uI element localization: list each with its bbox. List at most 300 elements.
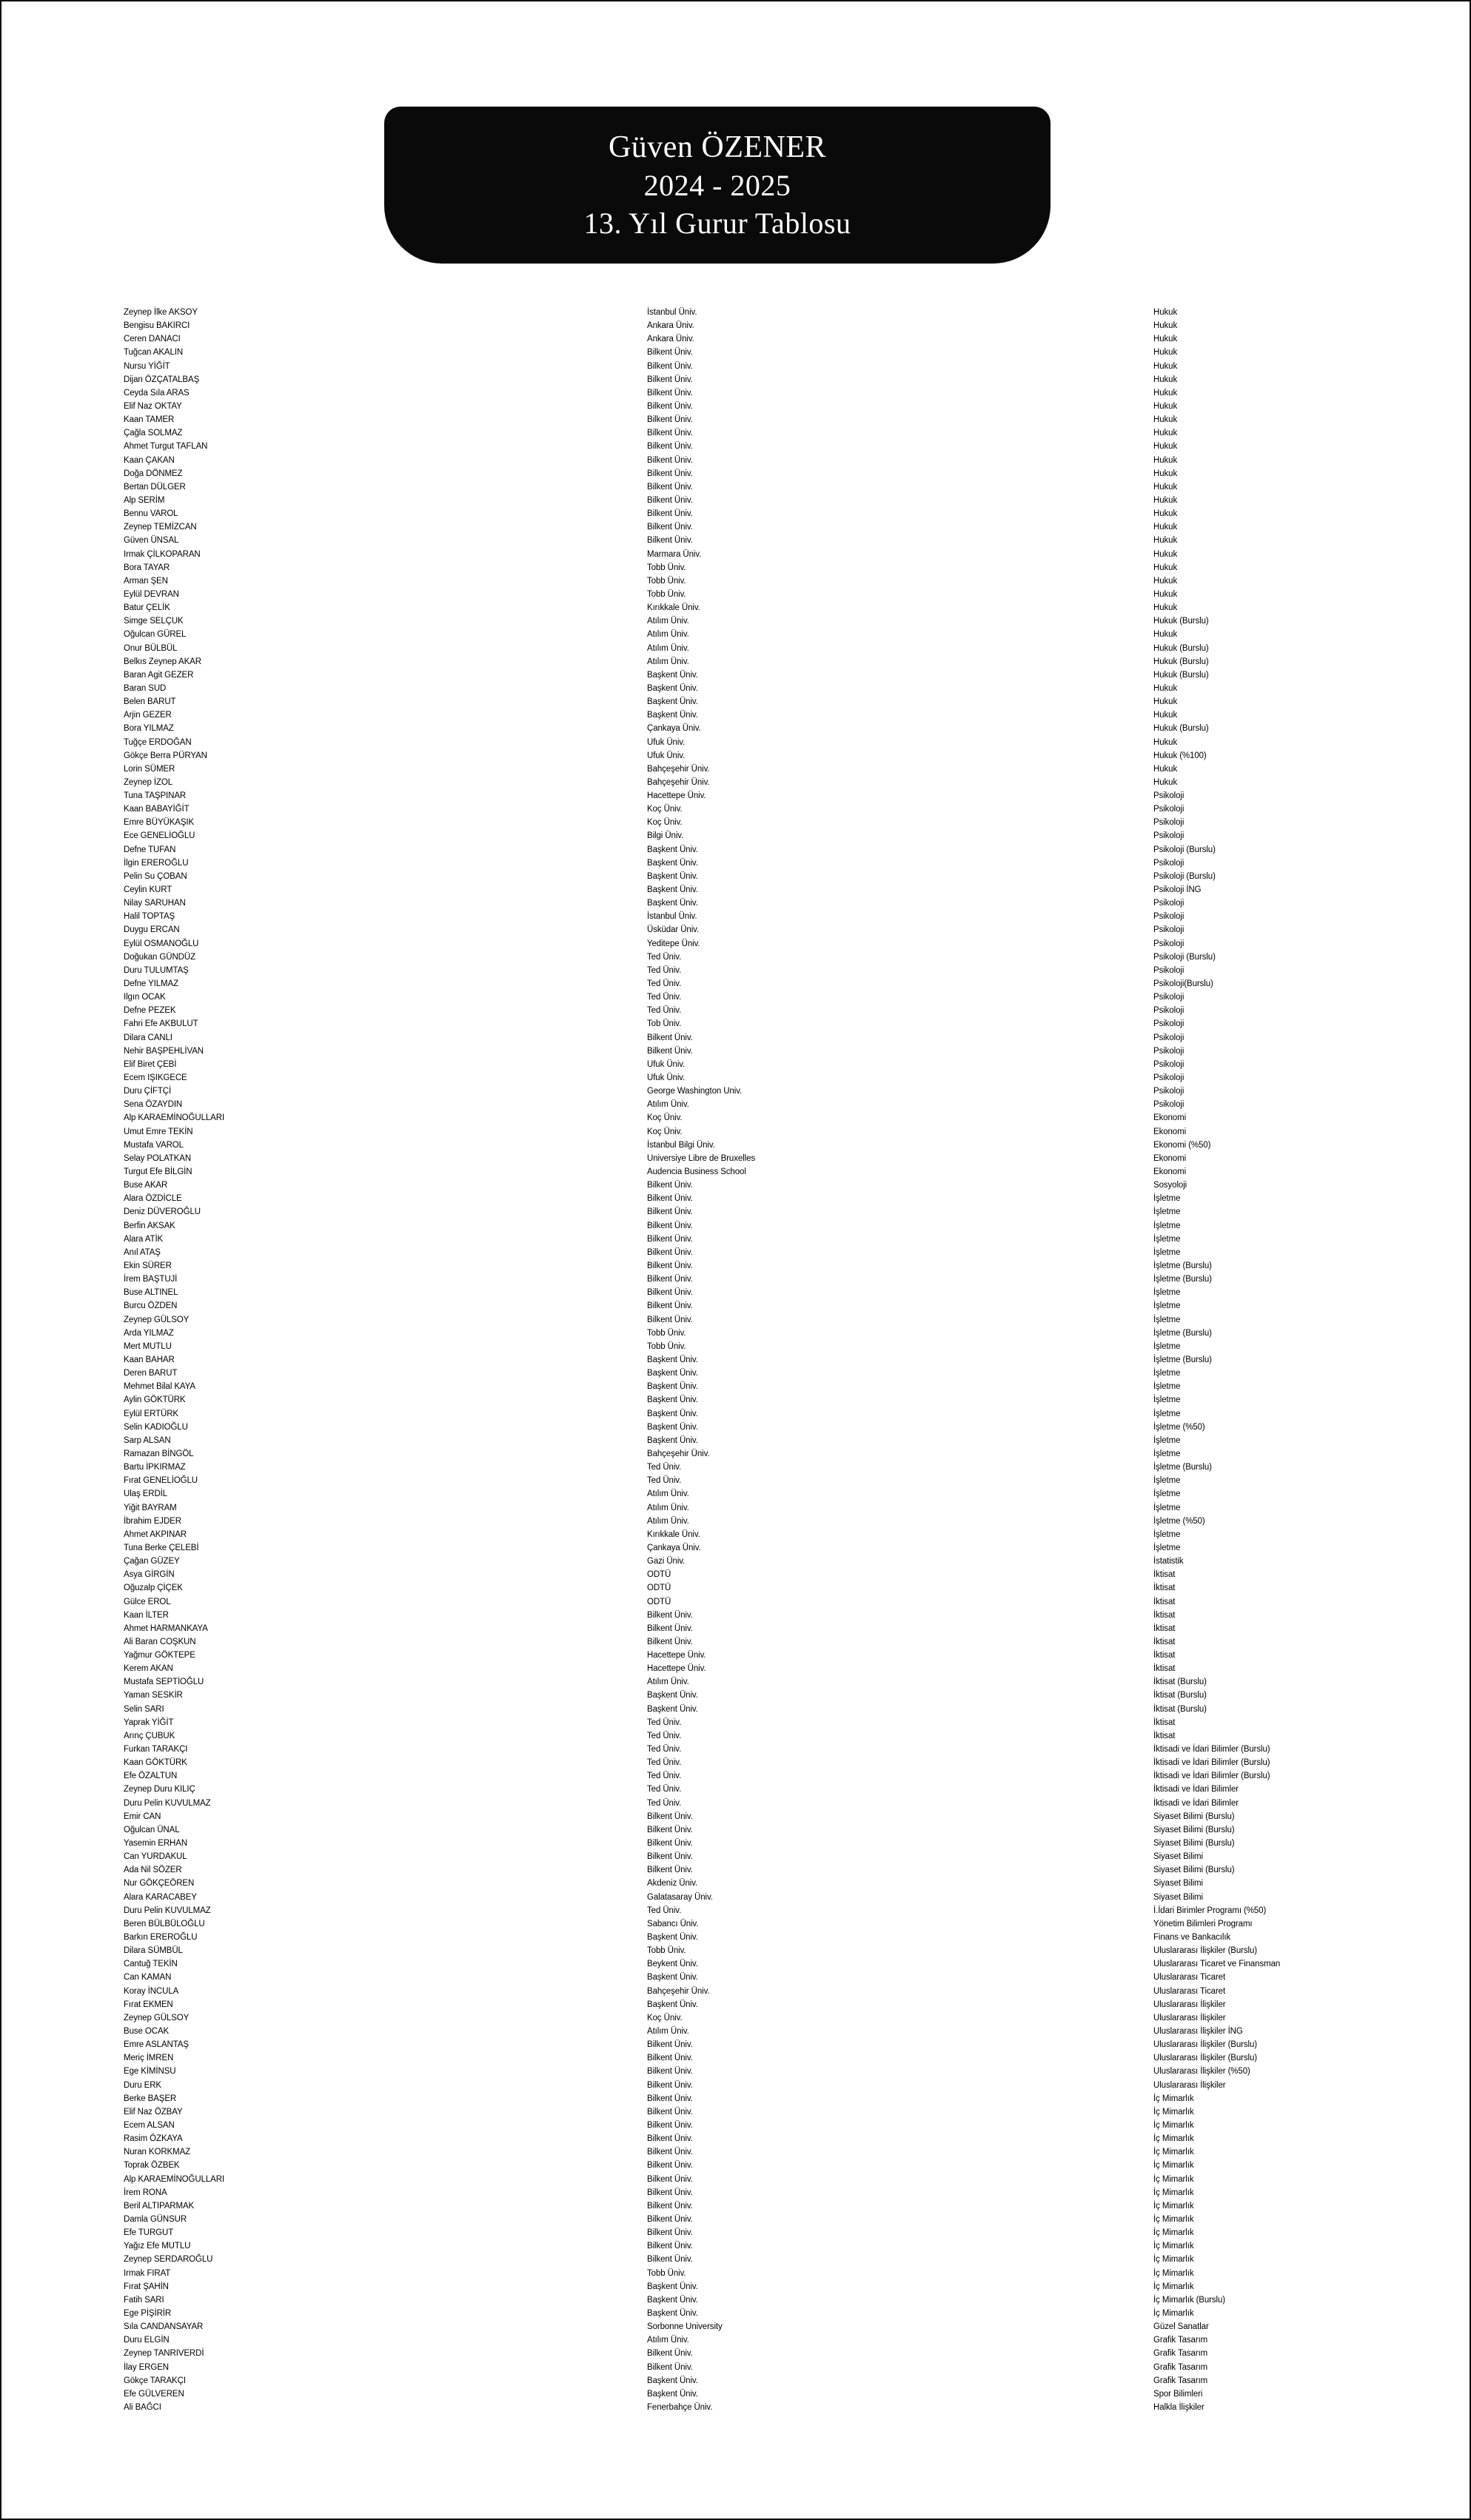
table-row (1, 1971, 1470, 1984)
table-row (1, 1555, 1470, 1568)
university-name: Başkent Üniv. (647, 1704, 698, 1714)
table-row (1, 1998, 1470, 2011)
table-row (1, 749, 1470, 763)
department-name: Hukuk (Burslu) (1153, 657, 1209, 666)
university-name: Bilkent Üniv. (647, 2201, 693, 2211)
university-name: Bahçeşehir Üniv. (647, 1449, 710, 1458)
table-row (1, 1421, 1470, 1434)
university-name: Koç Üniv. (647, 805, 683, 814)
department-name: Hukuk (1153, 536, 1178, 546)
department-name: İç Mimarlık (1153, 2255, 1194, 2265)
student-name: Irmak FIRAT (124, 2268, 171, 2278)
table-row (1, 454, 1470, 467)
university-name: Sabancı Üniv. (647, 1919, 699, 1928)
table-row (1, 1703, 1470, 1716)
department-name: Psikoloji (1153, 1019, 1184, 1029)
table-row (1, 614, 1470, 628)
department-name: İşletme (1153, 1395, 1181, 1405)
university-name: Hacettepe Üniv. (647, 791, 706, 801)
university-name: Bilkent Üniv. (647, 1866, 693, 1875)
university-name: Universiye Libre de Bruxelles (647, 1153, 756, 1163)
table-row (1, 1931, 1470, 1944)
table-row (1, 1139, 1470, 1152)
department-name: Hukuk (1153, 361, 1178, 371)
student-name: Bennu VAROL (124, 509, 178, 519)
student-name: Dilara SÜMBÜL (124, 1946, 183, 1956)
table-row (1, 2226, 1470, 2239)
department-name: Hukuk (1153, 469, 1178, 478)
table-row (1, 2199, 1470, 2213)
student-name: Beren BÜLBÜLOĞLU (124, 1919, 205, 1928)
department-name: Psikoloji (1153, 993, 1184, 1002)
table-row (1, 1327, 1470, 1340)
student-name: Belen BARUT (124, 697, 176, 707)
table-row (1, 1246, 1470, 1259)
department-name: Psikoloji İNG (1153, 885, 1202, 895)
student-name: Meriç İMREN (124, 2054, 174, 2063)
university-name: Atılım Üniv. (647, 1516, 689, 1526)
table-row (1, 1179, 1470, 1192)
department-name: İktisat (1153, 1584, 1176, 1593)
student-name: Halil TOPTAŞ (124, 912, 175, 922)
table-row (1, 2307, 1470, 2320)
table-row (1, 1192, 1470, 1205)
university-name: Bilkent Üniv. (647, 1637, 693, 1646)
student-name: Beril ALTIPARMAK (124, 2201, 195, 2211)
department-name: Psikoloji (1153, 899, 1184, 908)
department-name: Uluslararası İlişkiler (Burslu) (1153, 2040, 1258, 2050)
department-name: Hukuk (Burslu) (1153, 724, 1209, 734)
department-name: İşletme (1153, 1449, 1181, 1458)
student-name: Duru TULUMTAŞ (124, 965, 189, 975)
table-row (1, 1259, 1470, 1273)
student-name: Ahmet AKPINAR (124, 1529, 187, 1539)
department-name: Ekonomi (1153, 1167, 1187, 1176)
department-name: Uluslararası Ticaret (1153, 1986, 1226, 1996)
department-name: Psikoloji (1153, 818, 1184, 828)
department-name: İç Mimarlık (1153, 2214, 1194, 2224)
department-name: Psikoloji (1153, 1006, 1184, 1016)
student-name: Mustafa VAROL (124, 1140, 184, 1150)
department-name: Psikoloji (1153, 1073, 1184, 1083)
student-name: Elif Naz ÖZBAY (124, 2107, 183, 2117)
university-name: ODTÜ (647, 1597, 671, 1606)
table-row (1, 1675, 1470, 1689)
university-name: Bahçeşehir Üniv. (647, 1986, 710, 1996)
table-row (1, 534, 1470, 547)
university-name: Atılım Üniv. (647, 630, 689, 640)
university-name: Başkent Üniv. (647, 2000, 698, 2009)
student-name: Kaan ÇAKAN (124, 455, 175, 465)
table-row (1, 1823, 1470, 1837)
university-name: Bilkent Üniv. (647, 1261, 693, 1270)
university-name: Tobb Üniv. (647, 563, 686, 572)
department-name: Spor Bilimleri (1153, 2389, 1203, 2399)
table-row (1, 1595, 1470, 1609)
department-name: Hukuk (1153, 737, 1178, 747)
table-row (1, 829, 1470, 842)
student-name: Irmak ÇİLKOPARAN (124, 549, 201, 559)
department-name: İktisat (1153, 1664, 1176, 1674)
table-row (1, 1863, 1470, 1877)
university-name: Bilkent Üniv. (647, 2148, 693, 2157)
department-name: İşletme (Burslu) (1153, 1463, 1212, 1472)
table-row (1, 588, 1470, 601)
student-name: Ceyda Sıla ARAS (124, 388, 190, 398)
university-name: İstanbul Üniv. (647, 912, 697, 922)
university-name: Ted Üniv. (647, 1906, 682, 1915)
department-name: Siyaset Bilimi (Burslu) (1153, 1839, 1235, 1849)
department-name: İktisat (1153, 1651, 1176, 1661)
university-name: Kırıkkale Üniv. (647, 603, 700, 613)
department-name: Uluslararası Ticaret ve Finansman (1153, 1960, 1281, 1969)
table-row (1, 2333, 1470, 2347)
department-name: Uluslararası Ticaret (1153, 1973, 1226, 1983)
university-name: Başkent Üniv. (647, 1355, 698, 1364)
student-name: Simge SELÇUK (124, 617, 184, 626)
student-name: Defne YILMAZ (124, 979, 179, 989)
student-name: Alara KARACABEY (124, 1892, 197, 1902)
table-row (1, 642, 1470, 655)
university-name: Bilkent Üniv. (647, 1194, 693, 1204)
university-name: Başkent Üniv. (647, 858, 698, 868)
student-name: Ali Baran COŞKUN (124, 1637, 196, 1646)
table-row (1, 1528, 1470, 1541)
student-name: Zeynep GÜLSOY (124, 1315, 190, 1324)
university-name: Başkent Üniv. (647, 2308, 698, 2318)
student-name: Ceren DANACI (124, 335, 181, 344)
department-name: İç Mimarlık (1153, 2268, 1194, 2278)
table-row (1, 1783, 1470, 1796)
table-row (1, 816, 1470, 829)
university-name: Bilgi Üniv. (647, 831, 684, 841)
table-row (1, 951, 1470, 964)
university-name: İstanbul Bilgi Üniv. (647, 1140, 715, 1150)
university-name: Sorbonne University (647, 2322, 723, 2332)
university-name: Başkent Üniv. (647, 697, 698, 707)
table-row (1, 2132, 1470, 2145)
department-name: Siyaset Bilimi (1153, 1892, 1203, 1902)
university-name: Başkent Üniv. (647, 1422, 698, 1432)
student-name: Fahri Efe AKBULUT (124, 1019, 198, 1029)
university-name: Atılım Üniv. (647, 1489, 689, 1499)
university-name: Bilkent Üniv. (647, 495, 693, 505)
department-name: Ekonomi (1153, 1127, 1187, 1136)
student-name: Defne PEZEK (124, 1006, 176, 1016)
student-name: Zeynep SERDAROĞLU (124, 2255, 213, 2265)
university-name: Bilkent Üniv. (647, 429, 693, 438)
department-name: Psikoloji (1153, 1100, 1184, 1110)
university-name: Çankaya Üniv. (647, 724, 701, 734)
student-name: Zeynep Duru KILIÇ (124, 1785, 195, 1795)
department-name: Güzel Sanatlar (1153, 2322, 1209, 2332)
student-name: Ceylin KURT (124, 885, 172, 895)
department-name: Hukuk (1153, 697, 1178, 707)
university-name: Atılım Üniv. (647, 1678, 689, 1687)
student-name: Oğulcan GÜREL (124, 630, 187, 640)
student-name: Doğukan GÜNDÜZ (124, 952, 196, 962)
department-name: İşletme (1153, 1409, 1181, 1418)
student-name: Fırat GENELİOĞLU (124, 1476, 198, 1486)
student-name: Duru Pelin KUVULMAZ (124, 1798, 211, 1808)
university-name: Tobb Üniv. (647, 1341, 686, 1351)
university-name: Bilkent Üniv. (647, 2134, 693, 2144)
department-name: Uluslararası İlişkiler (1153, 2000, 1226, 2009)
university-name: Başkent Üniv. (647, 1973, 698, 1983)
university-name: Başkent Üniv. (647, 1409, 698, 1418)
table-row (1, 1407, 1470, 1421)
table-row (1, 1743, 1470, 1756)
university-name: Hacettepe Üniv. (647, 1664, 706, 1674)
table-row (1, 1085, 1470, 1098)
table-row (1, 897, 1470, 910)
department-name: Siyaset Bilimi (Burslu) (1153, 1825, 1235, 1834)
university-name: Tobb Üniv. (647, 576, 686, 586)
university-name: Başkent Üniv. (647, 2389, 698, 2399)
department-name: Hukuk (1153, 308, 1178, 317)
table-row (1, 1635, 1470, 1649)
department-name: İç Mimarlık (1153, 2094, 1194, 2103)
table-row (1, 1045, 1470, 1058)
university-name: Bilkent Üniv. (647, 2362, 693, 2372)
department-name: Hukuk (Burslu) (1153, 670, 1209, 680)
university-name: Ted Üniv. (647, 1463, 682, 1472)
student-name: Alp SERİM (124, 495, 165, 505)
department-name: İktisat (1153, 1637, 1176, 1646)
university-name: Bilkent Üniv. (647, 2188, 693, 2197)
university-name: Ufuk Üniv. (647, 1059, 686, 1069)
department-name: Finans ve Bankacılık (1153, 1933, 1231, 1943)
student-name: Ege PİŞİRİR (124, 2308, 172, 2318)
student-name: Buse OCAK (124, 2027, 170, 2036)
department-name: Hukuk (%100) (1153, 751, 1207, 760)
department-name: Grafik Tasarım (1153, 2376, 1208, 2385)
header-banner (384, 107, 1051, 264)
table-row (1, 1541, 1470, 1555)
department-name: İşletme (1153, 1543, 1181, 1552)
student-name: Kaan TAMER (124, 415, 175, 425)
department-name: İç Mimarlık (1153, 2188, 1194, 2197)
university-name: Bilkent Üniv. (647, 2094, 693, 2103)
student-name: Gökçe Berra PÜRYAN (124, 751, 207, 760)
table-row (1, 2065, 1470, 2078)
university-name: Bilkent Üniv. (647, 1207, 693, 1217)
student-name: Gülce EROL (124, 1597, 171, 1606)
university-name: Koç Üniv. (647, 1113, 683, 1123)
student-name: İlgin EREROĞLU (124, 858, 189, 868)
department-name: Ekonomi (1153, 1153, 1187, 1163)
table-row (1, 1985, 1470, 1998)
department-name: İ.İdari Birimler Programı (%50) (1153, 1906, 1267, 1915)
table-row (1, 1944, 1470, 1957)
student-name: Zeynep TANRIVERDİ (124, 2349, 204, 2359)
student-name: Arjin GEZER (124, 711, 172, 720)
university-name: Bilkent Üniv. (647, 1825, 693, 1834)
student-name: Duygu ERCAN (124, 925, 180, 935)
department-name: İşletme (1153, 1207, 1181, 1217)
university-name: Ted Üniv. (647, 952, 682, 962)
student-name: Ahmet Turgut TAFLAN (124, 442, 208, 452)
university-name: Bilkent Üniv. (647, 2349, 693, 2359)
department-name: İşletme (1153, 1369, 1181, 1378)
student-name: Koray İNCULA (124, 1986, 179, 1996)
student-name: Onur BÜLBÜL (124, 643, 178, 653)
university-name: Çankaya Üniv. (647, 1543, 701, 1552)
student-name: Eylül DEVRAN (124, 589, 179, 599)
student-name: Yaman SESKİR (124, 1691, 183, 1700)
department-name: İşletme (1153, 1489, 1181, 1499)
student-name: Zeynep GÜLSOY (124, 2013, 190, 2023)
table-row (1, 802, 1470, 816)
department-name: Uluslararası İlişkiler (Burslu) (1153, 1946, 1258, 1956)
student-name: Fırat EKMEN (124, 2000, 173, 2009)
department-name: İç Mimarlık (1153, 2107, 1194, 2117)
university-name: Başkent Üniv. (647, 2282, 698, 2291)
student-name: Duru ELGİN (124, 2336, 170, 2345)
table-row (1, 1716, 1470, 1729)
department-name: Hukuk (1153, 348, 1178, 358)
university-name: Başkent Üniv. (647, 683, 698, 693)
student-name: Alp KARAEMİNOĞULLARI (124, 2174, 225, 2184)
student-name: Oğuzalp ÇİÇEK (124, 1584, 183, 1593)
table-row (1, 1622, 1470, 1635)
student-name: Kaan BAHAR (124, 1355, 175, 1364)
department-name: Hukuk (1153, 549, 1178, 559)
table-row (1, 1233, 1470, 1246)
department-name: Psikoloji (1153, 831, 1184, 841)
university-name: Bilkent Üniv. (647, 361, 693, 371)
table-row (1, 1273, 1470, 1286)
university-name: Fenerbahçe Üniv. (647, 2402, 713, 2412)
table-row (1, 346, 1470, 359)
department-name: Psikoloji (1153, 805, 1184, 814)
student-name: Ramazan BİNGÖL (124, 1449, 194, 1458)
table-row (1, 910, 1470, 923)
student-name: Fatih SARI (124, 2295, 164, 2305)
table-row (1, 1515, 1470, 1528)
department-name: Hukuk (1153, 523, 1178, 532)
table-row (1, 494, 1470, 507)
student-name: Deren BARUT (124, 1369, 178, 1378)
student-name: Bertan DÜLGER (124, 482, 186, 492)
table-row (1, 306, 1470, 319)
department-name: Psikoloji (1153, 791, 1184, 801)
department-name: İşletme (Burslu) (1153, 1355, 1212, 1364)
department-name: Hukuk (1153, 495, 1178, 505)
student-name: Efe GÜLVEREN (124, 2389, 184, 2399)
table-row (1, 763, 1470, 776)
university-name: Başkent Üniv. (647, 1395, 698, 1405)
table-row (1, 923, 1470, 936)
table-row (1, 1609, 1470, 1622)
page-title: Güven ÖZENER (608, 130, 827, 164)
university-name: Başkent Üniv. (647, 2376, 698, 2385)
department-name: Hukuk (1153, 509, 1178, 519)
honor-roll-list (1, 306, 1470, 2414)
department-name: Hukuk (1153, 455, 1178, 465)
department-name: Uluslararası İlişkiler (%50) (1153, 2067, 1250, 2077)
student-name: Bartu İPKIRMAZ (124, 1463, 186, 1472)
university-name: Bilkent Üniv. (647, 1623, 693, 1633)
department-name: İşletme (Burslu) (1153, 1328, 1212, 1338)
department-name: Psikoloji (Burslu) (1153, 845, 1216, 854)
student-name: Yiğit BAYRAM (124, 1503, 177, 1512)
student-name: Ali BAĞCI (124, 2402, 161, 2412)
student-name: Tuna TAŞPINAR (124, 791, 187, 801)
student-name: İrem BAŞTUJİ (124, 1275, 178, 1284)
university-name: Bilkent Üniv. (647, 2120, 693, 2130)
student-name: Selin KADIOĞLU (124, 1422, 188, 1432)
table-row (1, 1877, 1470, 1890)
table-row (1, 1152, 1470, 1165)
table-row (1, 1380, 1470, 1393)
university-name: Bilkent Üniv. (647, 509, 693, 519)
table-row (1, 319, 1470, 332)
table-row (1, 1662, 1470, 1675)
table-row (1, 1125, 1470, 1139)
university-name: Ted Üniv. (647, 1476, 682, 1486)
university-name: Ted Üniv. (647, 1798, 682, 1808)
department-name: Psikoloji (1153, 1033, 1184, 1042)
student-name: Can KAMAN (124, 1973, 172, 1983)
table-row (1, 1568, 1470, 1581)
department-name: İşletme (1153, 1341, 1181, 1351)
university-name: ODTÜ (647, 1570, 671, 1580)
university-name: Bilkent Üniv. (647, 2080, 693, 2090)
student-name: Dilara CANLI (124, 1033, 172, 1042)
department-name: İşletme (1153, 1476, 1181, 1486)
department-name: İşletme (1153, 1529, 1181, 1539)
table-row (1, 561, 1470, 574)
student-name: Mehmet Bilal KAYA (124, 1382, 195, 1392)
department-name: İktisadi ve İdari Bilimler (Burslu) (1153, 1745, 1270, 1755)
table-row (1, 1219, 1470, 1233)
student-name: Defne TUFAN (124, 845, 176, 854)
department-name: Hukuk (1153, 335, 1178, 344)
department-name: İç Mimarlık (1153, 2134, 1194, 2144)
department-name: Psikoloji (1153, 939, 1184, 948)
student-name: Bora YILMAZ (124, 724, 174, 734)
department-name: Ekonomi (%50) (1153, 1140, 1211, 1150)
student-name: Duru ERK (124, 2080, 161, 2090)
university-name: Koç Üniv. (647, 818, 683, 828)
university-name: İstanbul Üniv. (647, 308, 697, 317)
table-row (1, 1689, 1470, 1702)
department-name: İktisat (Burslu) (1153, 1704, 1207, 1714)
student-name: Arman ŞEN (124, 576, 168, 586)
student-name: Buse ALTINEL (124, 1288, 178, 1298)
student-name: Mustafa SEPTİOĞLU (124, 1678, 204, 1687)
department-name: Hukuk (1153, 442, 1178, 452)
department-name: Hukuk (1153, 429, 1178, 438)
student-name: Arınç ÇUBUK (124, 1731, 175, 1740)
table-row (1, 1850, 1470, 1863)
department-name: İç Mimarlık (1153, 2148, 1194, 2157)
table-row (1, 1957, 1470, 1971)
student-name: Yasemin ERHAN (124, 1839, 188, 1849)
table-row (1, 1917, 1470, 1931)
student-name: Damla GÜNSUR (124, 2214, 187, 2224)
department-name: Hukuk (1153, 683, 1178, 693)
university-name: Başkent Üniv. (647, 670, 698, 680)
student-name: Ulaş ERDİL (124, 1489, 168, 1499)
university-name: Bilkent Üniv. (647, 2040, 693, 2050)
university-name: Ted Üniv. (647, 1745, 682, 1755)
student-name: Gökçe TARAKÇI (124, 2376, 186, 2385)
table-row (1, 1058, 1470, 1071)
university-name: Tobb Üniv. (647, 589, 686, 599)
university-name: Atılım Üniv. (647, 2336, 689, 2345)
